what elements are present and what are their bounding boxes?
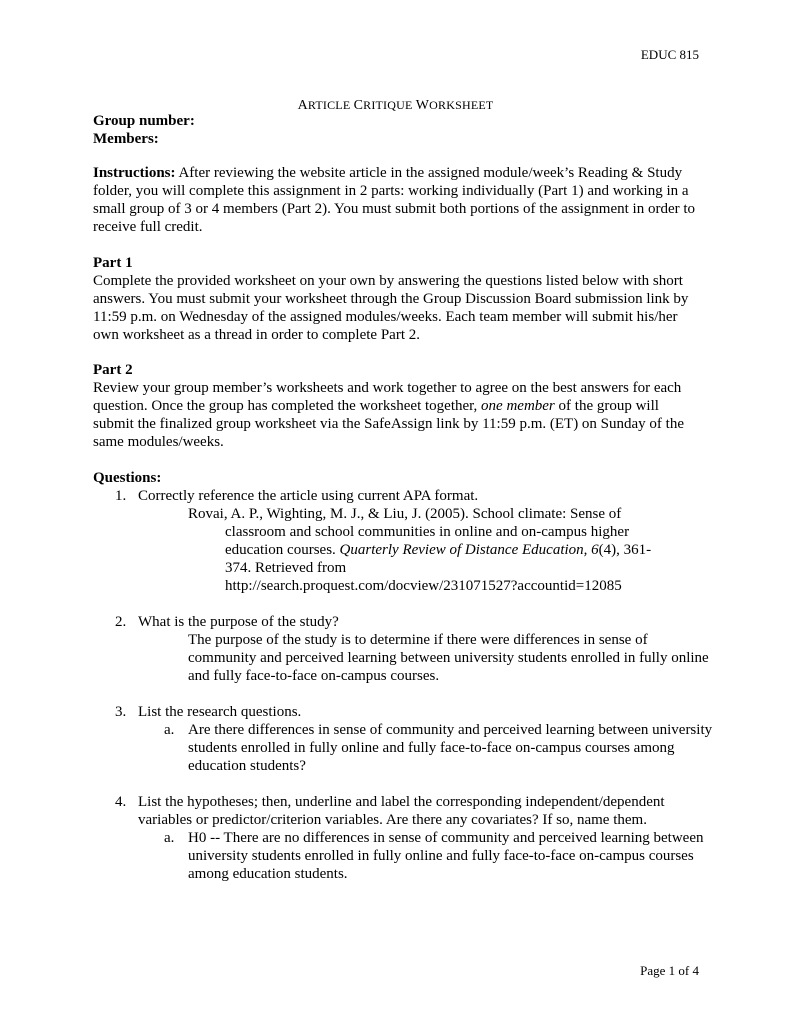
group-info [93, 112, 703, 148]
question-3-text: List the research questions. [138, 704, 302, 720]
reference-url: http://search.proquest.com/docview/231071527?accountid=12085 [225, 578, 622, 594]
apa-reference [138, 505, 713, 595]
question-3-item-a-text: Are there differences in sense of community and perceived learning between university students enrolled in fully online and fully face-to-face on-campus courses among education students? [188, 722, 713, 774]
part2-text-emphasis: one member [481, 398, 555, 414]
part1-heading: Part 1 [93, 255, 133, 271]
question-2-number: 2. [115, 614, 127, 630]
title-w2: ORKSHEET [429, 98, 494, 112]
part1-section [93, 254, 703, 344]
part2-section [93, 361, 703, 451]
part1-text: Complete the provided worksheet on your own by answering the questions listed below with short answers. You must submit your worksheet through the Group Discussion Board submission link by 11:59 p.m. on Wednesday of the assigned modules/weeks. Each team member will submit his/her own worksheet as a thread in order to complete Part 2. [93, 273, 689, 343]
question-3 [93, 703, 713, 775]
questions-heading: Questions: [93, 470, 162, 486]
title-a2: RTICLE [307, 98, 354, 112]
question-4-text: List the hypotheses; then, underline and label the corresponding independent/dependent variables or predictor/criterion variables. Are there any covariates? If so, name them. [138, 794, 665, 828]
reference-line-3-before: education courses. [225, 542, 340, 558]
part2-text-after: of the group will submit the finalized group worksheet via the SafeAssign link by 11:59 p.m. (ET) on Sunday of the same modules/weeks. [93, 398, 685, 450]
question-2-answer: The purpose of the study is to determine if there were differences in sense of community and perceived learning between university students enrolled in fully online and fully face-to-face on-campus courses. [188, 632, 709, 684]
reference-line-3 [188, 541, 713, 559]
reference-line-3-after: (4), 361- [598, 542, 652, 558]
part2-text-before: Review your group member’s worksheets and work together to agree on the best answers for each question. Once the group has completed the worksheet together, [93, 380, 682, 414]
reference-line-1: Rovai, A. P., Wighting, M. J., & Liu, J. (2005). School climate: Sense of [188, 506, 622, 522]
question-2 [93, 613, 713, 685]
title-c1: C [353, 98, 364, 113]
question-4-item-a-text: H0 -- There are no differences in sense of community and perceived learning between university students enrolled in fully online and fully face-to-face on-campus courses among education students. [188, 830, 704, 882]
instructions-label: Instructions: [93, 165, 176, 181]
reference-line-4: 374. Retrieved from [225, 560, 347, 576]
question-4-number: 4. [115, 794, 127, 810]
question-3-number: 3. [115, 704, 127, 720]
page-number: Page 1 of 4 [640, 963, 699, 978]
title-a1: A [297, 98, 308, 113]
question-1-text: Correctly reference the article using current APA format. [138, 488, 479, 504]
instructions-section [93, 164, 703, 236]
question-1-number: 1. [115, 488, 127, 504]
question-4-item-a-letter: a. [164, 830, 175, 846]
reference-line-2: classroom and school communities in online and on-campus higher [225, 524, 630, 540]
title-c2: RITIQUE [363, 98, 416, 112]
question-3-item-a [138, 721, 713, 775]
question-4 [93, 793, 713, 883]
questions-list [93, 487, 713, 883]
members-label: Members: [93, 131, 159, 147]
part2-text [93, 379, 703, 451]
group-number-label: Group number: [93, 113, 195, 129]
question-4-item-a [138, 829, 713, 883]
part2-heading: Part 2 [93, 362, 133, 378]
instructions-text: After reviewing the website article in the assigned module/week’s Reading & Study folder, you will complete this assignment in 2 parts: working individually (Part 1) and working in a small group of 3 or 4 members (Part 2). You must submit both portions of the assignment in order to receive full credit. [93, 165, 696, 235]
course-code: EDUC 815 [640, 47, 699, 62]
question-3-item-a-letter: a. [164, 722, 175, 738]
question-2-text: What is the purpose of the study? [138, 614, 339, 630]
title-w1: W [415, 98, 430, 113]
reference-journal: Quarterly Review of Distance Education, 6 [339, 542, 599, 558]
question-1 [93, 487, 713, 595]
